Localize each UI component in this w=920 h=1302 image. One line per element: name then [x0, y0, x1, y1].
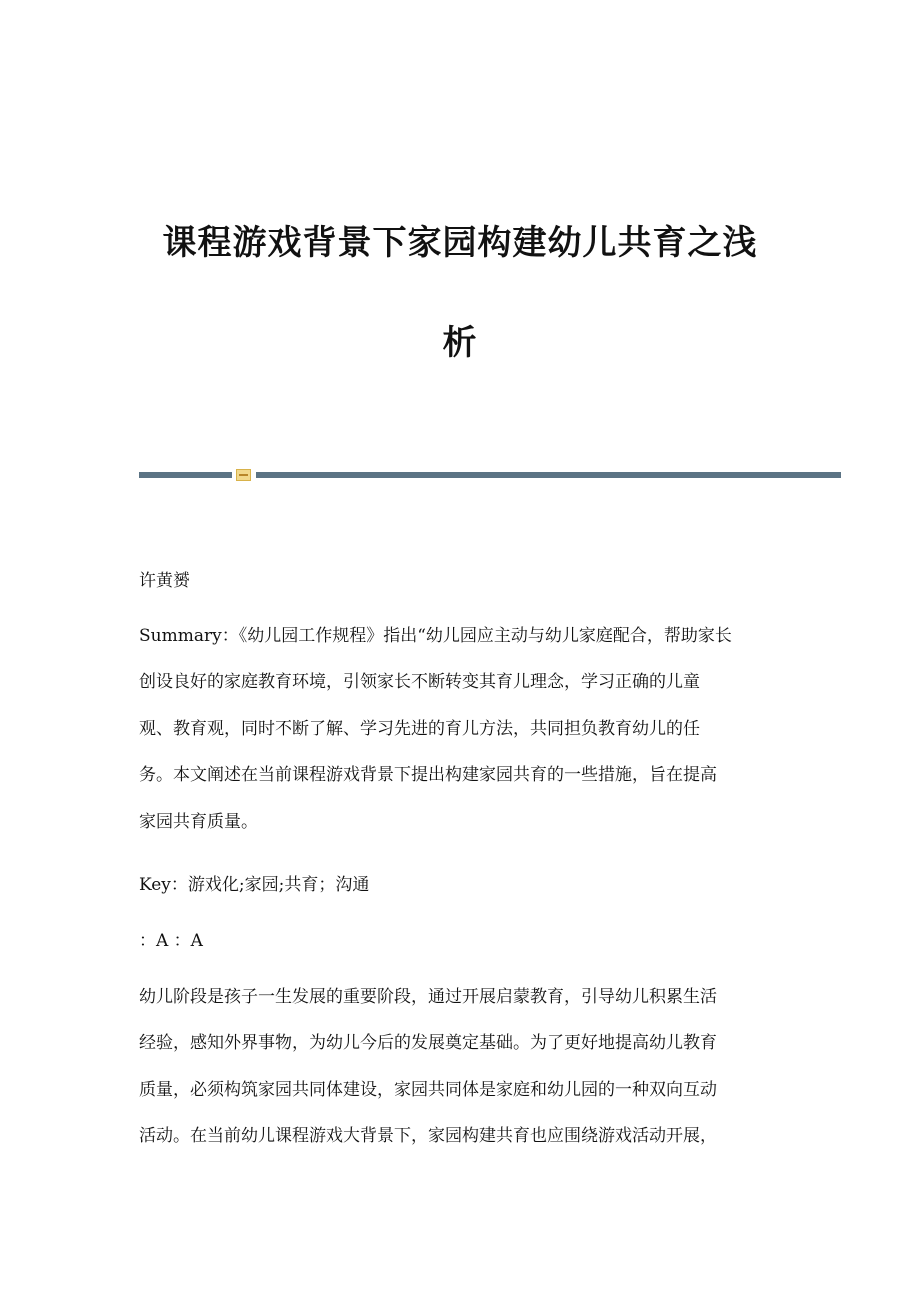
body-paragraph: [139, 982, 799, 1168]
summary-line: 家园共育质量。: [139, 811, 258, 832]
body-line: 活动。在当前幼儿课程游戏大背景下，家园构建共育也应围绕游戏活动开展，: [139, 1126, 717, 1147]
document-title-line-1: 课程游戏背景下家园构建幼儿共育之浅: [162, 223, 758, 263]
divider-bar-left: [139, 472, 232, 478]
classification-line: ：A ：A: [139, 931, 203, 951]
body-line: 经验，感知外界事物，为幼儿今后的发展奠定基础。为了更好地提高幼儿教育: [139, 1033, 717, 1054]
divider-bar-right: [256, 472, 841, 478]
author-name: 许黄赟: [139, 571, 190, 591]
summary-line: Summary：《幼儿园工作规程》指出“幼儿园应主动与幼儿家庭配合，帮助家长: [139, 626, 732, 646]
summary-line: 观、教育观，同时不断了解、学习先进的育儿方法，共同担负教育幼儿的任: [139, 718, 700, 739]
title-divider: [139, 469, 841, 481]
summary-paragraph: [139, 621, 799, 853]
body-line: 质量，必须构筑家园共同体建设，家园共同体是家庭和幼儿园的一种双向互动: [139, 1079, 717, 1100]
summary-line: 务。本文阐述在当前课程游戏背景下提出构建家园共育的一些措施，旨在提高: [139, 765, 717, 786]
divider-ornament-icon: [236, 469, 251, 481]
body-line: 幼儿阶段是孩子一生发展的重要阶段，通过开展启蒙教育，引导幼儿积累生活: [139, 987, 717, 1007]
document-title-line-2: 析: [442, 323, 478, 363]
keywords-line: Key：游戏化;家园;共育；沟通: [139, 875, 370, 895]
summary-line: 创设良好的家庭教育环境，引领家长不断转变其育儿理念，学习正确的儿童: [139, 672, 700, 693]
